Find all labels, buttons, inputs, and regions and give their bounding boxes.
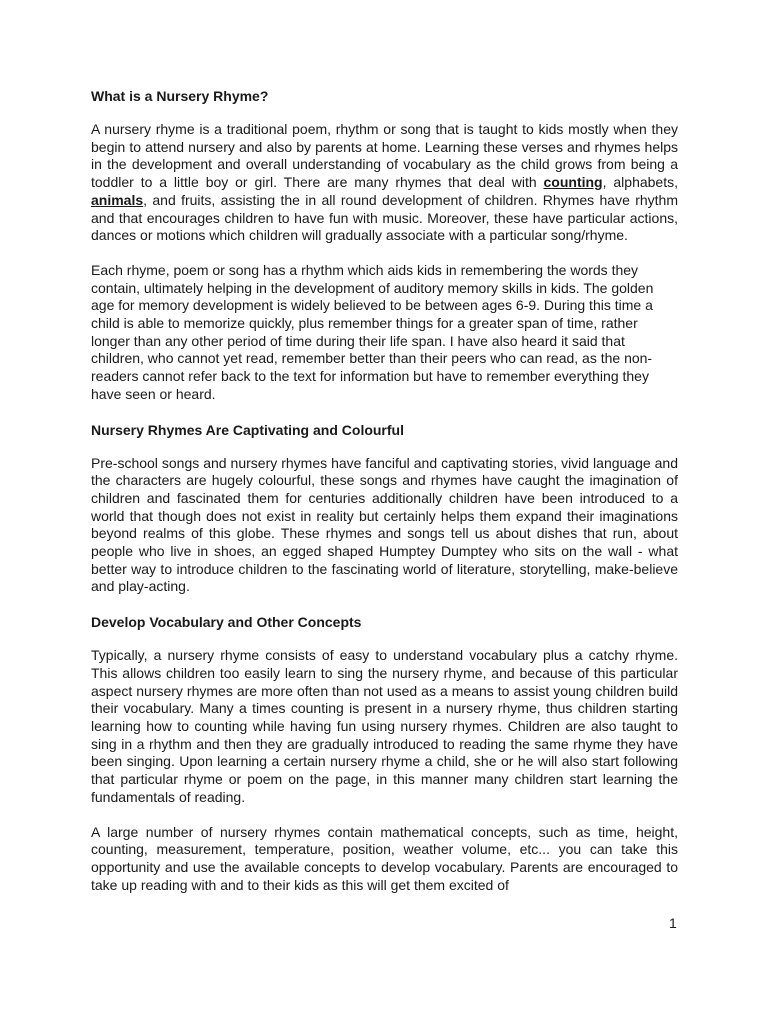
- paragraph-definition: [91, 121, 678, 245]
- paragraph-text: A nursery rhyme is a traditional poem, rhythm or song that is taught to kids mostly when they begin to attend nursery and also by parents at home. Learning these verses and rhymes helps in the development and overall understanding of vocabulary as the child grows from being a toddler to a little boy or girl. There are many rhymes that deal with: [91, 121, 678, 191]
- document-body: [91, 87, 678, 911]
- paragraph-text: , alphabets,: [602, 174, 678, 191]
- link-counting[interactable]: counting: [543, 174, 603, 191]
- paragraph-math-concepts: A large number of nursery rhymes contain mathematical concepts, such as time, height, counting, measurement, temperature, position, weather volume, etc... you can take this opportunity and use the available concepts to develop vocabulary. Parents are encouraged to take up reading with and to their kids as this will get them excited of: [91, 823, 678, 893]
- paragraph-text: , and fruits, assisting the in all round development of children. Rhymes have rhythm and that encourages children to have fun with music. Moreover, these have particular actions, dances or motions which children will gradually associate with a particular song/rhyme.: [91, 191, 678, 244]
- paragraph-captivating: Pre-school songs and nursery rhymes have fanciful and captivating stories, vivid language and the characters are hugely colourful, these songs and rhymes have caught the imagination of children and fascinated them for centuries additionally children have been introduced to a world that though does not exist in reality but certainly helps them expand their imaginations beyond realms of this globe. These rhymes and songs tell us about dishes that run, about people who live in shoes, an egged shaped Humptey Dumptey who sits on the wall - what better way to introduce children to the fascinating world of literature, storytelling, make-believe and play-acting.: [91, 454, 678, 595]
- section-heading-vocabulary: Develop Vocabulary and Other Concepts: [91, 614, 362, 631]
- paragraph-rhythm-memory: Each rhyme, poem or song has a rhythm which aids kids in remembering the words they contain, ultimately helping in the development of auditory memory skills in kids. The golden age for memory development is widely believed to be between ages 6-9. During this time a child is able to memorize quickly, plus remember things for a greater span of time, rather longer than any other period of time during their life span. I have also heard it said that children, who cannot yet read, remember better than their peers who can read, as the non-readers cannot refer back to the text for information but have to remember everything they have seen or heard.: [91, 261, 654, 402]
- paragraph-vocabulary: Typically, a nursery rhyme consists of easy to understand vocabulary plus a catchy rhyme. This allows children too easily learn to sing the nursery rhyme, and because of this particular aspect nursery rhymes are more often than not used as a means to assist young children build their vocabulary. Many a times counting is present in a nursery rhyme, thus children starting learning how to counting while having fun using nursery rhymes. Children are also taught to sing in a rhythm and then they are gradually introduced to reading the same rhyme they have been singing. Upon learning a certain nursery rhyme a child, she or he will also start following that particular rhyme or poem on the page, in this manner many children start learning the fundamentals of reading.: [91, 647, 678, 805]
- page-number: 1: [669, 915, 677, 931]
- link-animals[interactable]: animals: [91, 191, 144, 208]
- section-heading-what-is: What is a Nursery Rhyme?: [91, 88, 269, 104]
- section-heading-captivating: Nursery Rhymes Are Captivating and Colourful: [91, 421, 404, 438]
